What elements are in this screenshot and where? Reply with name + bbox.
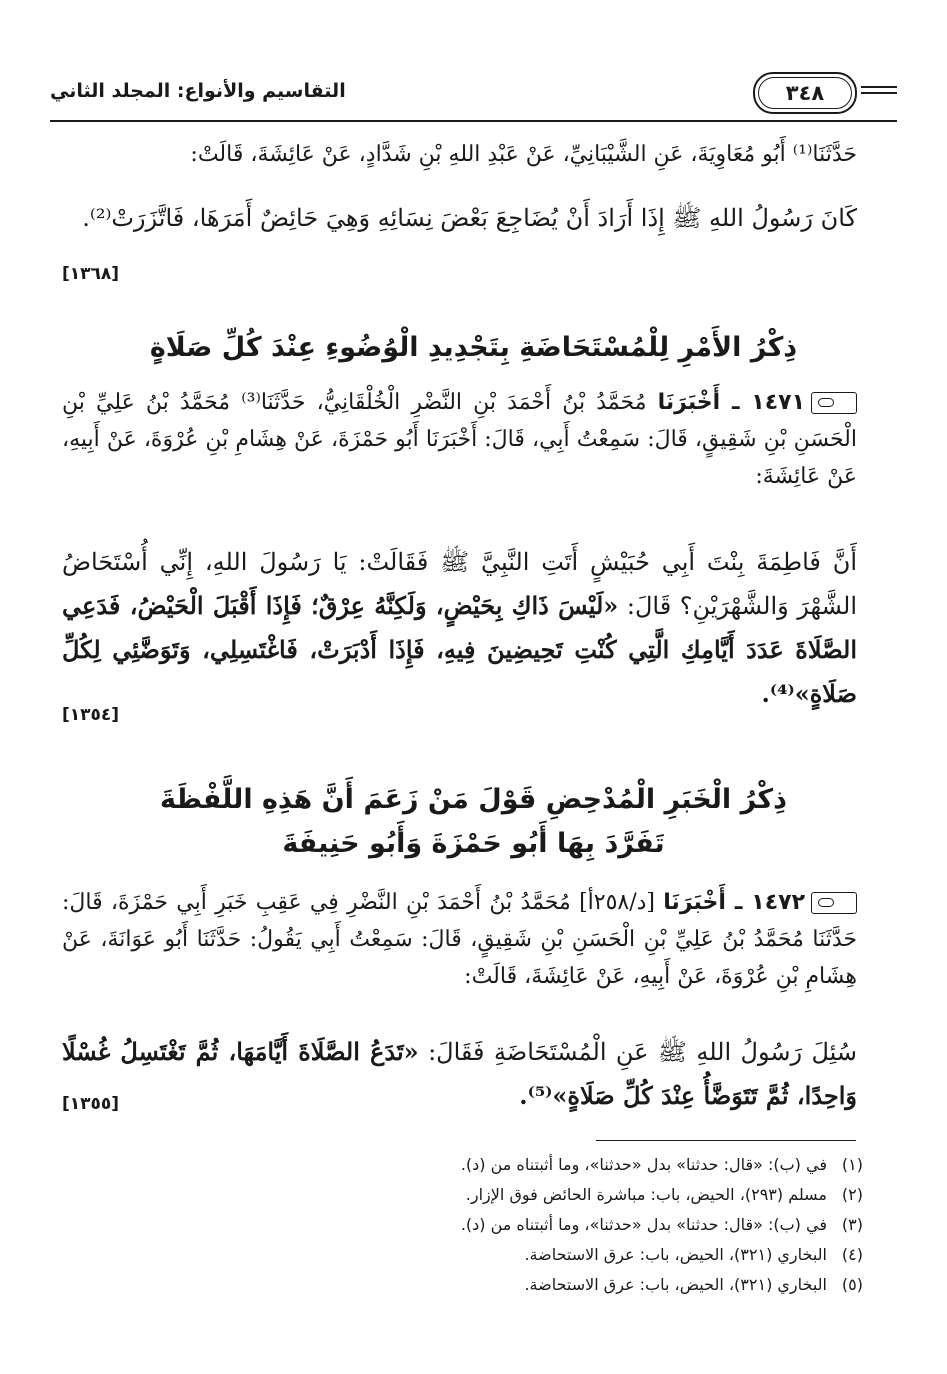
- prophetic-quote: «لَيْسَ ذَاكِ بِحَيْضٍ، وَلَكِنَّهُ عِرْقٌ؛ فَإِذَا أَقْبَلَ الْحَيْضُ، فَدَعِي الصَّلَاةَ عَدَدَ أَيَّامِكِ الَّتِي كُنْتِ تَحِيضِينَ فِيهِ، فَإِذَا أَدْبَرَتْ، فَاغْتَسِلِي، وَتَوَضَّئِي لِكُلِّ صَلَاةٍ»⁽⁴⁾.: [62, 591, 857, 708]
- prophetic-quote: «تَدَعُ الصَّلَاةَ أَيَّامَهَا، ثُمَّ تَغْتَسِلُ غُسْلًا وَاحِدًا، ثُمَّ تَتَوَضَّأُ عِنْدَ كُلِّ صَلَاةٍ»⁽⁵⁾.: [62, 1037, 857, 1110]
- page-number-frame: [753, 72, 857, 114]
- hadith-isnad-1471: [62, 384, 857, 495]
- cross-reference: [١٣٦٨]: [62, 264, 120, 284]
- cross-reference: [١٣٥٤]: [62, 705, 120, 725]
- cross-reference: [١٣٥٥]: [62, 1094, 120, 1114]
- hadith-matn-1472: [62, 1030, 857, 1118]
- isnad-text: مُحَمَّدُ بْنُ أَحْمَدَ بْنِ النَّضْرِ فِي عَقِبِ خَبَرِ أَبِي حَمْزَةَ، قَالَ: حَدَّثَنَا مُحَمَّدُ بْنُ عَلِيِّ بْنِ الْحَسَنِ بْنِ شَقِيقٍ، قَالَ: سَمِعْتُ أَبِي يَقُولُ: حَدَّثَنَا أَبُو عَوَانَةَ، عَنْ هِشَامِ بْنِ عُرْوَةَ، عَنْ أَبِيهِ، عَنْ عَائِشَةَ، قَالَتْ:: [62, 890, 857, 989]
- manuscript-marker: [د/٢٥٨أ]: [579, 890, 656, 915]
- footnote-rule: [596, 1140, 856, 1141]
- hadith-isnad-1472: [62, 884, 857, 995]
- chapter-heading: ذِكْرُ الأَمْرِ لِلْمُسْتَحَاضَةِ بِتَجْدِيدِ الْوُضُوءِ عِنْدَ كُلِّ صَلَاةٍ: [149, 332, 798, 363]
- running-title: التقاسيم والأنواع: المجلد الثاني: [50, 80, 346, 102]
- page-header: [50, 68, 897, 124]
- hadith-number: ١٤٧٢ ـ أَخْبَرَنَا: [663, 890, 806, 915]
- hadith-number: ١٤٧١ ـ أَخْبَرَنَا: [657, 390, 805, 415]
- chapter-heading: [62, 778, 885, 866]
- hadith-marker-icon: [811, 892, 857, 914]
- footnote: (٤) البخاري (٣٢١)، الحيض، باب: عرق الاستحاضة.: [524, 1245, 863, 1264]
- hadith-marker-icon: [811, 392, 857, 414]
- footnote: (١) في (ب): «قال: حدثنا» بدل «حدثنا»، وما أثبتناه من (د).: [460, 1155, 863, 1174]
- isnad-text: مُحَمَّدُ بْنُ أَحْمَدَ بْنِ النَّضْرِ الْخُلْقَانِيُّ، حَدَّثَنَا⁽³⁾ مُحَمَّدُ بْنُ عَلِيِّ بْنِ الْحَسَنِ بْنِ شَقِيقٍ، قَالَ: سَمِعْتُ أَبِي، قَالَ: أَخْبَرَنَا أَبُو حَمْزَةَ، عَنْ هِشَامِ بْنِ عُرْوَةَ، عَنْ أَبِيهِ، عَنْ عَائِشَةَ:: [62, 390, 857, 489]
- heading-line: ذِكْرُ الْخَبَرِ الْمُدْحِضِ قَوْلَ مَنْ زَعَمَ أَنَّ هَذِهِ اللَّفْظَةَ: [160, 784, 787, 815]
- footnote: (٢) مسلم (٢٩٣)، الحيض، باب: مباشرة الحائض فوق الإزار.: [465, 1185, 863, 1204]
- header-rule: [50, 120, 897, 122]
- hadith-matn-1471: [62, 540, 857, 716]
- footnotes: [73, 1150, 863, 1300]
- matn-text: سُئِلَ رَسُولُ اللهِ ﷺ عَنِ الْمُسْتَحَاضَةِ فَقَالَ:: [428, 1038, 858, 1066]
- footnote: (٣) في (ب): «قال: حدثنا» بدل «حدثنا»، وما أثبتناه من (د).: [460, 1215, 863, 1234]
- hadith-text-1368: كَانَ رَسُولُ اللهِ ﷺ إِذَا أَرَادَ أَنْ يُضَاجِعَ بَعْضَ نِسَائِهِ وَهِيَ حَائِضٌ أَمَرَهَا، فَاتَّزَرَتْ⁽²⁾.: [82, 204, 857, 232]
- narration-continued: حَدَّثَنَا⁽¹⁾ أَبُو مُعَاوِيَةَ، عَنِ الشَّيْبَانِيِّ، عَنْ عَبْدِ اللهِ بْنِ شَدَّادٍ، عَنْ عَائِشَةَ، قَالَتْ:: [190, 142, 857, 167]
- matn-text: أَنَّ فَاطِمَةَ بِنْتَ أَبِي حُبَيْشٍ أَتَتِ النَّبِيَّ ﷺ فَقَالَتْ: يَا رَسُولَ اللهِ، إِنِّي أُسْتَحَاضُ الشَّهْرَ وَالشَّهْرَيْنِ؟ قَالَ:: [62, 548, 857, 620]
- header-ornament: [861, 86, 897, 88]
- footnote: (٥) البخاري (٣٢١)، الحيض، باب: عرق الاستحاضة.: [524, 1275, 863, 1294]
- page-number: ٣٤٨: [785, 81, 825, 105]
- header-ornament: [861, 92, 897, 94]
- heading-line: تَفَرَّدَ بِهَا أَبُو حَمْزَةَ وَأَبُو حَنِيفَةَ: [282, 828, 665, 859]
